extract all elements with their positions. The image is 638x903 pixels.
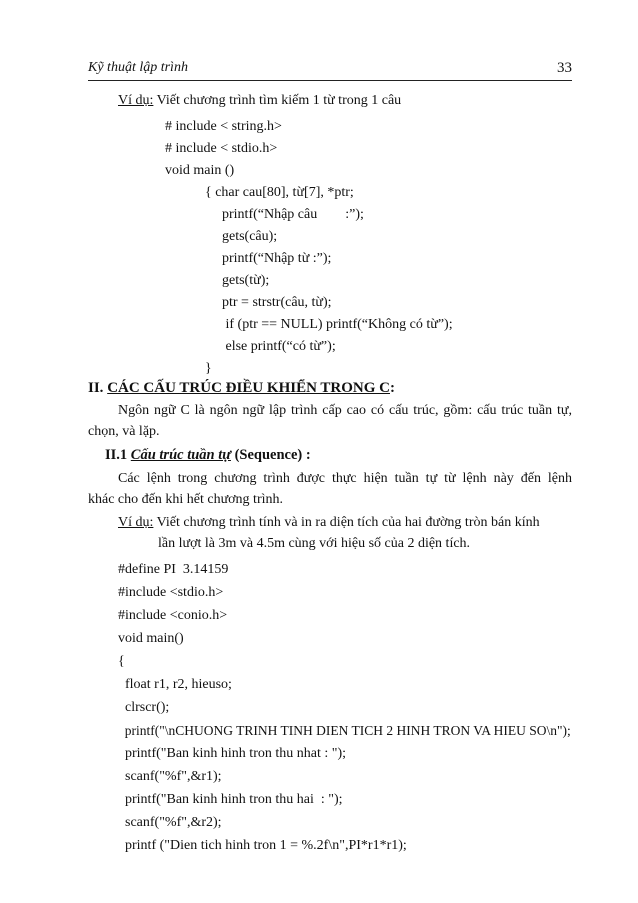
example1-code-line: if (ptr == NULL) printf(“Không có từ”);: [222, 317, 453, 332]
section-colon: :: [390, 380, 395, 396]
page-number: 33: [557, 60, 572, 76]
example2-code-line: printf("Ban kinh hinh tron thu nhat : ");: [118, 746, 347, 761]
section-number: II.: [88, 380, 108, 396]
example2-code-line: printf ("Dien tich hinh tron 1 = %.2f\n",PI*r1*r1);: [118, 838, 407, 853]
section-heading: [88, 379, 395, 397]
example1-intro: [118, 92, 401, 110]
example2-text-line: Viết chương trình tính và in ra diện tích của hai đường tròn bán kính: [153, 515, 540, 530]
subsection-suffix: (Sequence) :: [230, 447, 311, 463]
example1-code-line: ptr = strstr(câu, từ);: [222, 295, 332, 310]
header-rule: [88, 80, 572, 81]
example1-code-line: void main (): [165, 163, 235, 178]
section-title: CÁC CẤU TRÚC ĐIỀU KHIỂN TRONG C: [107, 380, 390, 396]
example1-code-line: printf(“Nhập từ :”);: [222, 251, 332, 266]
example1-code-line: # include < string.h>: [165, 119, 282, 134]
example1-code-line: gets(từ);: [222, 273, 270, 288]
example1-text: Viết chương trình tìm kiếm 1 từ trong 1 câu: [153, 93, 402, 108]
section-paragraph-line: chọn, và lặp.: [88, 424, 160, 439]
example1-label: Ví dụ:: [118, 93, 154, 108]
subsection-number: II.1: [105, 447, 131, 463]
example2-code-line: #include <stdio.h>: [118, 585, 224, 600]
example1-code-line: else printf(“có từ”);: [222, 339, 336, 354]
example2-code-line: void main(): [118, 631, 184, 646]
example2-code-line: scanf("%f",&r2);: [118, 815, 222, 830]
example2-code-line: clrscr();: [118, 700, 170, 715]
example2-code-line: scanf("%f",&r1);: [118, 769, 222, 784]
subsection-paragraph-line: Các lệnh trong chương trình được thực hiện tuần tự từ lệnh này đến lệnh: [118, 471, 572, 486]
example2-label: Ví dụ:: [118, 515, 154, 530]
example2-code-line: float r1, r2, hieuso;: [118, 677, 232, 692]
example1-code-line: # include < stdio.h>: [165, 141, 278, 156]
example2-code-line: printf("\nCHUONG TRINH TINH DIEN TICH 2 HINH TRON VA HIEU SO\n");: [118, 723, 571, 738]
example2-code-line: printf("Ban kinh hinh tron thu hai : ");: [118, 792, 343, 807]
example1-code-line: gets(câu);: [222, 229, 278, 244]
header-title: Kỹ thuật lập trình: [88, 60, 188, 75]
example1-code-line: printf(“Nhập câu :”);: [222, 207, 364, 222]
example2-code-line: #include <conio.h>: [118, 608, 228, 623]
subsection-heading: [105, 446, 311, 464]
page-header: [88, 60, 572, 82]
section-paragraph-line: Ngôn ngữ C là ngôn ngữ lập trình cấp cao có cấu trúc, gồm: cấu trúc tuần tự,: [118, 403, 572, 418]
example2-intro: [118, 514, 540, 532]
example1-code-line: { char cau[80], từ[7], *ptr;: [205, 185, 354, 200]
subsection-title: Cấu trúc tuần tự: [130, 447, 231, 463]
example2-code-line: #define PI 3.14159: [118, 562, 229, 577]
subsection-paragraph-line: khác cho đến khi hết chương trình.: [88, 492, 283, 507]
example2-code-line: {: [118, 654, 125, 669]
example2-text-line: lần lượt là 3m và 4.5m cùng với hiệu số của 2 diện tích.: [158, 536, 471, 551]
example1-code-line: }: [205, 361, 212, 376]
